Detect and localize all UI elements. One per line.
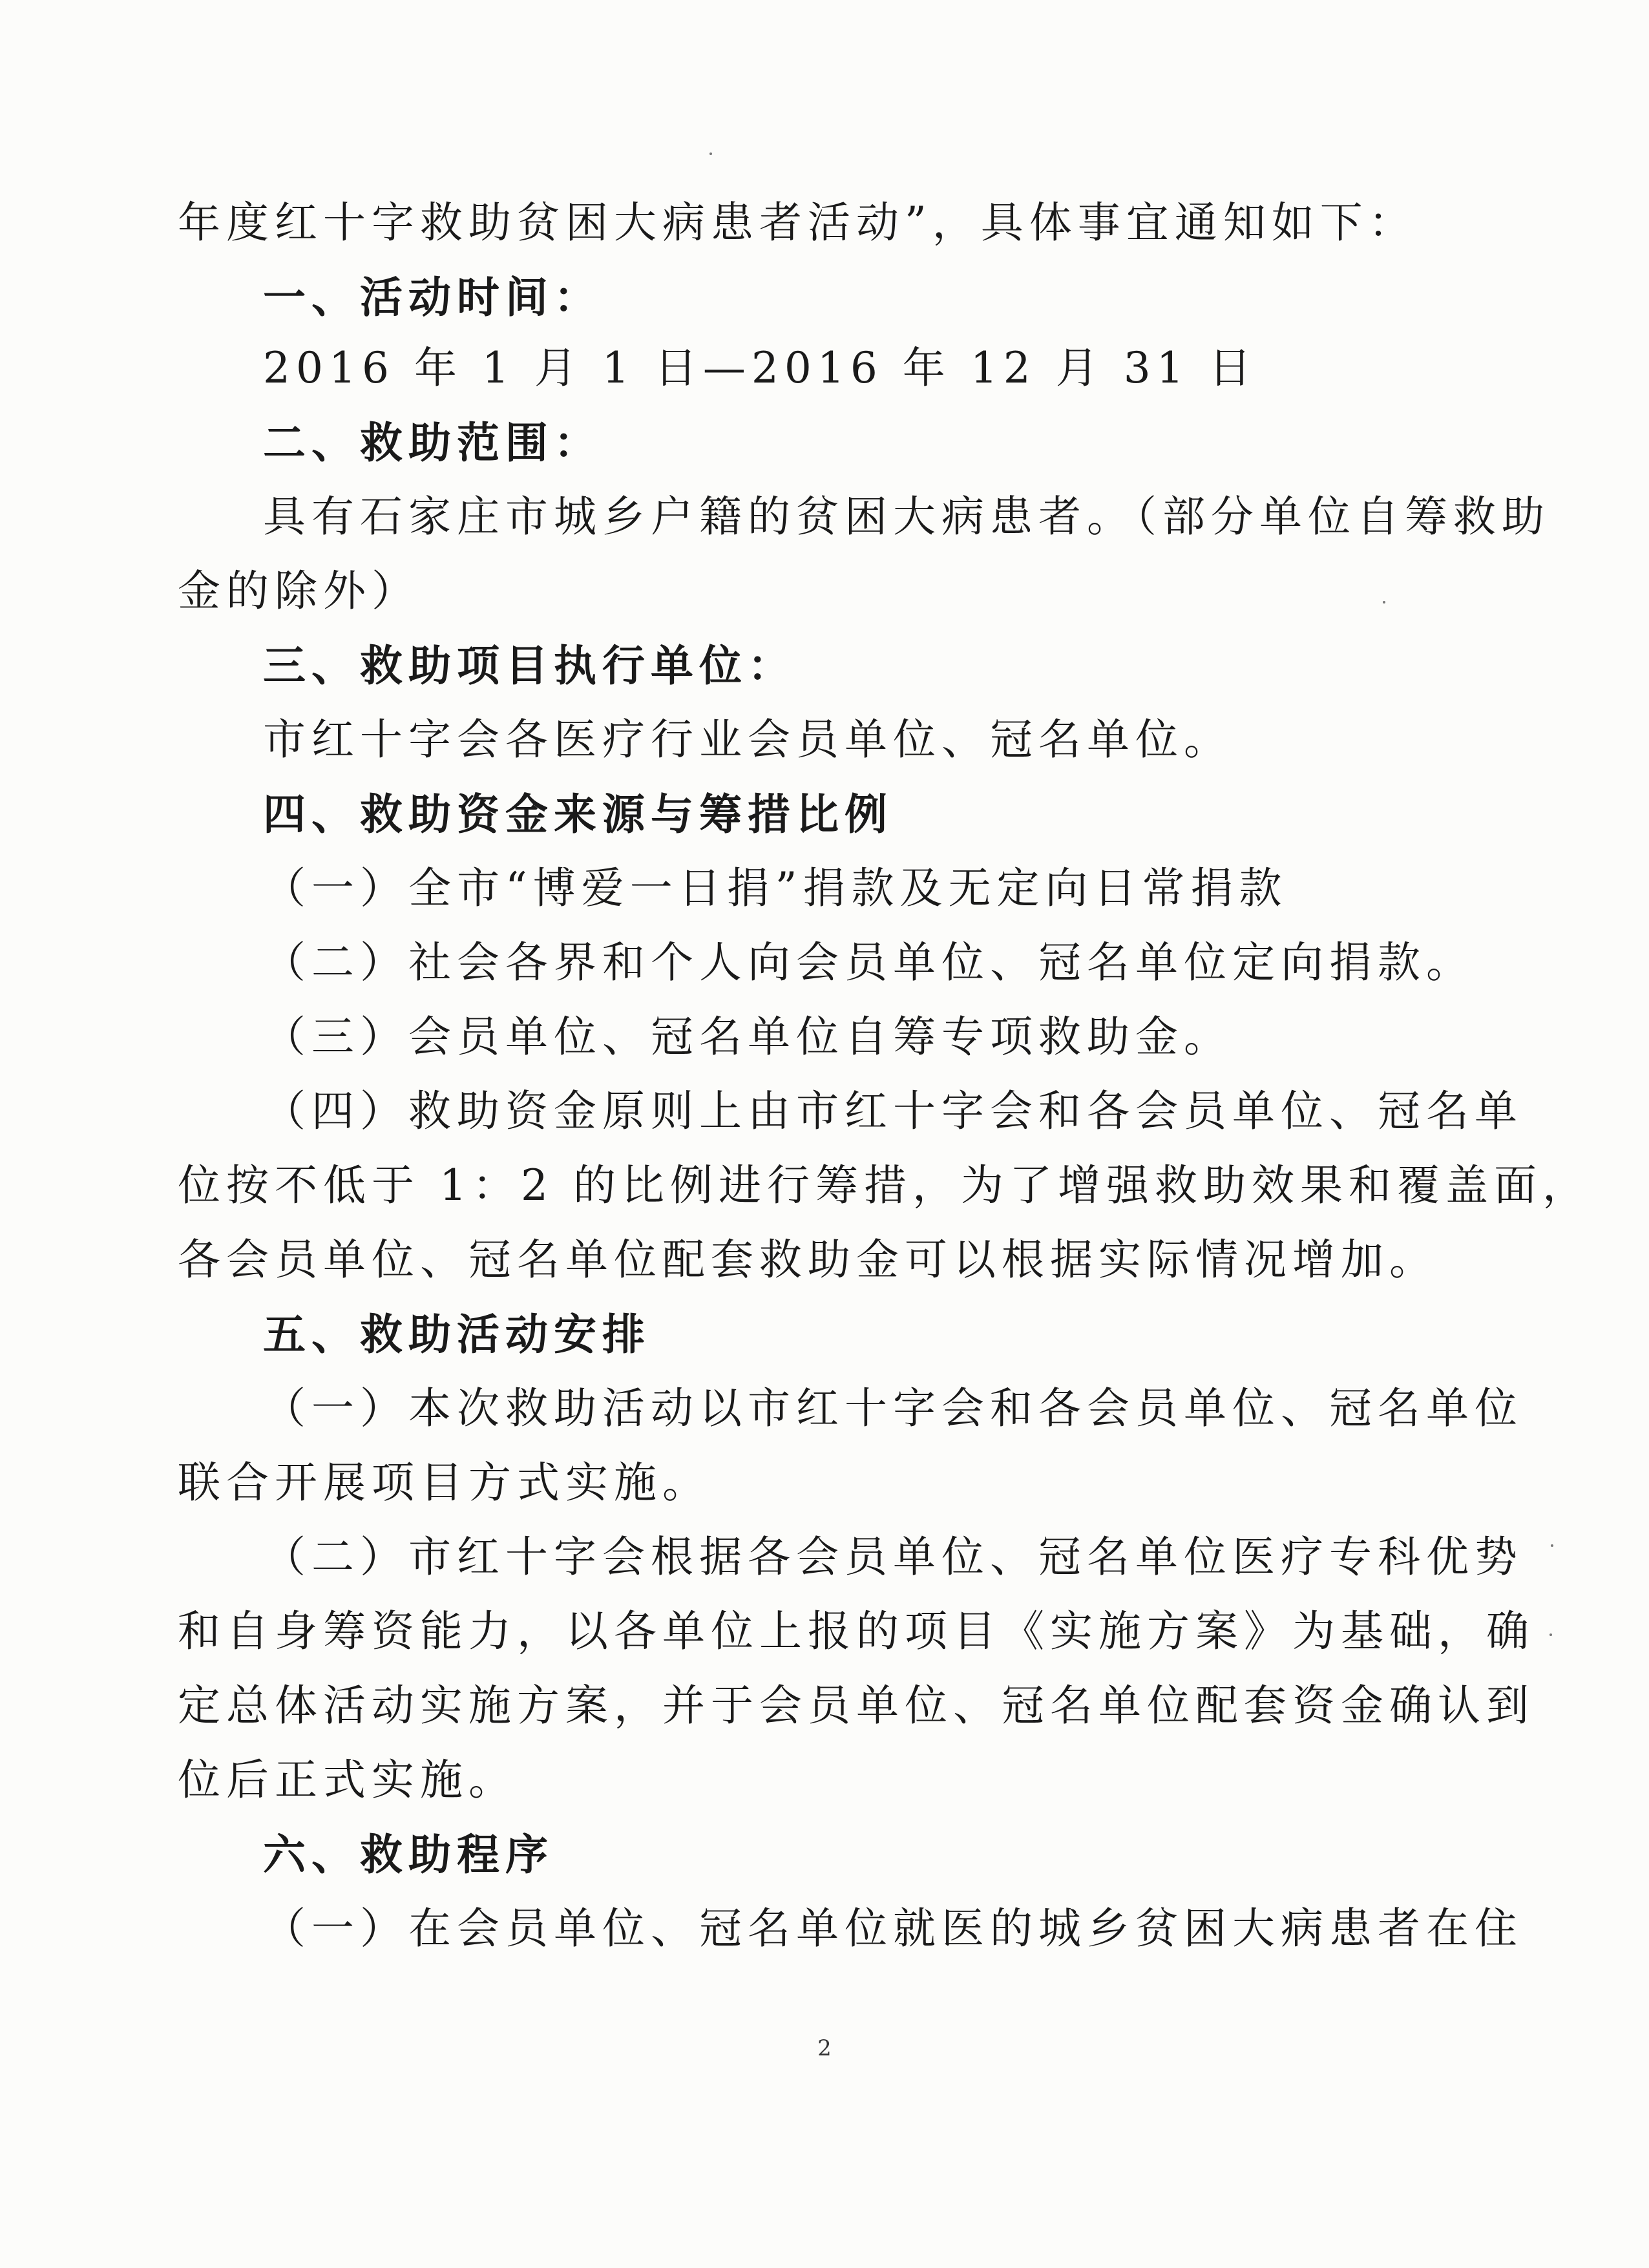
body-text-line: （一）在会员单位、冠名单位就医的城乡贫困大病患者在住 <box>263 1904 1523 1953</box>
body-text-line: 位后正式实施。 <box>178 1755 517 1805</box>
body-text-line: 年度红十字救助贫困大病患者活动”，具体事宜通知如下： <box>178 198 1417 247</box>
body-text-line: 定总体活动实施方案，并于会员单位、冠名单位配套资金确认到 <box>178 1681 1535 1730</box>
section-heading-activity-time: 一、活动时间： <box>263 272 602 322</box>
scan-speck <box>1551 1544 1553 1547</box>
section-heading-scope: 二、救助范围： <box>263 417 602 468</box>
body-text-line: （三）会员单位、冠名单位自筹专项救助金。 <box>263 1012 1232 1062</box>
section-heading-executing-units: 三、救助项目执行单位： <box>263 640 796 691</box>
body-text-line: 具有石家庄市城乡户籍的贫困大病患者。（部分单位自筹救助 <box>263 492 1550 541</box>
body-text-line: 和自身筹资能力，以各单位上报的项目《实施方案》为基础，确 <box>178 1606 1535 1656</box>
body-text-line: 金的除外） <box>178 566 420 616</box>
body-text-line: （一）全市“博爱一日捐”捐款及无定向日常捐款 <box>263 863 1288 913</box>
body-text-line: 联合开展项目方式实施。 <box>178 1458 711 1507</box>
body-text-line: （一）本次救助活动以市红十字会和各会员单位、冠名单位 <box>263 1383 1523 1433</box>
section-heading-activity-arrangement: 五、救助活动安排 <box>263 1309 651 1360</box>
scan-speck <box>1383 601 1385 604</box>
body-text-line: （二）社会各界和个人向会员单位、冠名单位定向捐款。 <box>263 938 1475 987</box>
body-text-line: 各会员单位、冠名单位配套救助金可以根据实际情况增加。 <box>178 1235 1438 1285</box>
body-text-line: （四）救助资金原则上由市红十字会和各会员单位、冠名单 <box>263 1086 1523 1136</box>
section-heading-fund-source: 四、救助资金来源与筹措比例 <box>263 789 893 839</box>
scan-speck <box>1549 1633 1552 1636</box>
body-text-line: 市红十字会各医疗行业会员单位、冠名单位。 <box>263 715 1232 764</box>
scan-speck <box>709 152 712 155</box>
section-heading-procedure: 六、救助程序 <box>263 1829 554 1880</box>
body-text-line: 位按不低于 1：2 的比例进行筹措，为了增强救助效果和覆盖面， <box>178 1160 1591 1210</box>
body-text-line: （二）市红十字会根据各会员单位、冠名单位医疗专科优势 <box>263 1532 1523 1582</box>
page-number: 2 <box>817 2035 832 2061</box>
body-text-line: 2016 年 1 月 1 日—2016 年 12 月 31 日 <box>263 343 1257 393</box>
